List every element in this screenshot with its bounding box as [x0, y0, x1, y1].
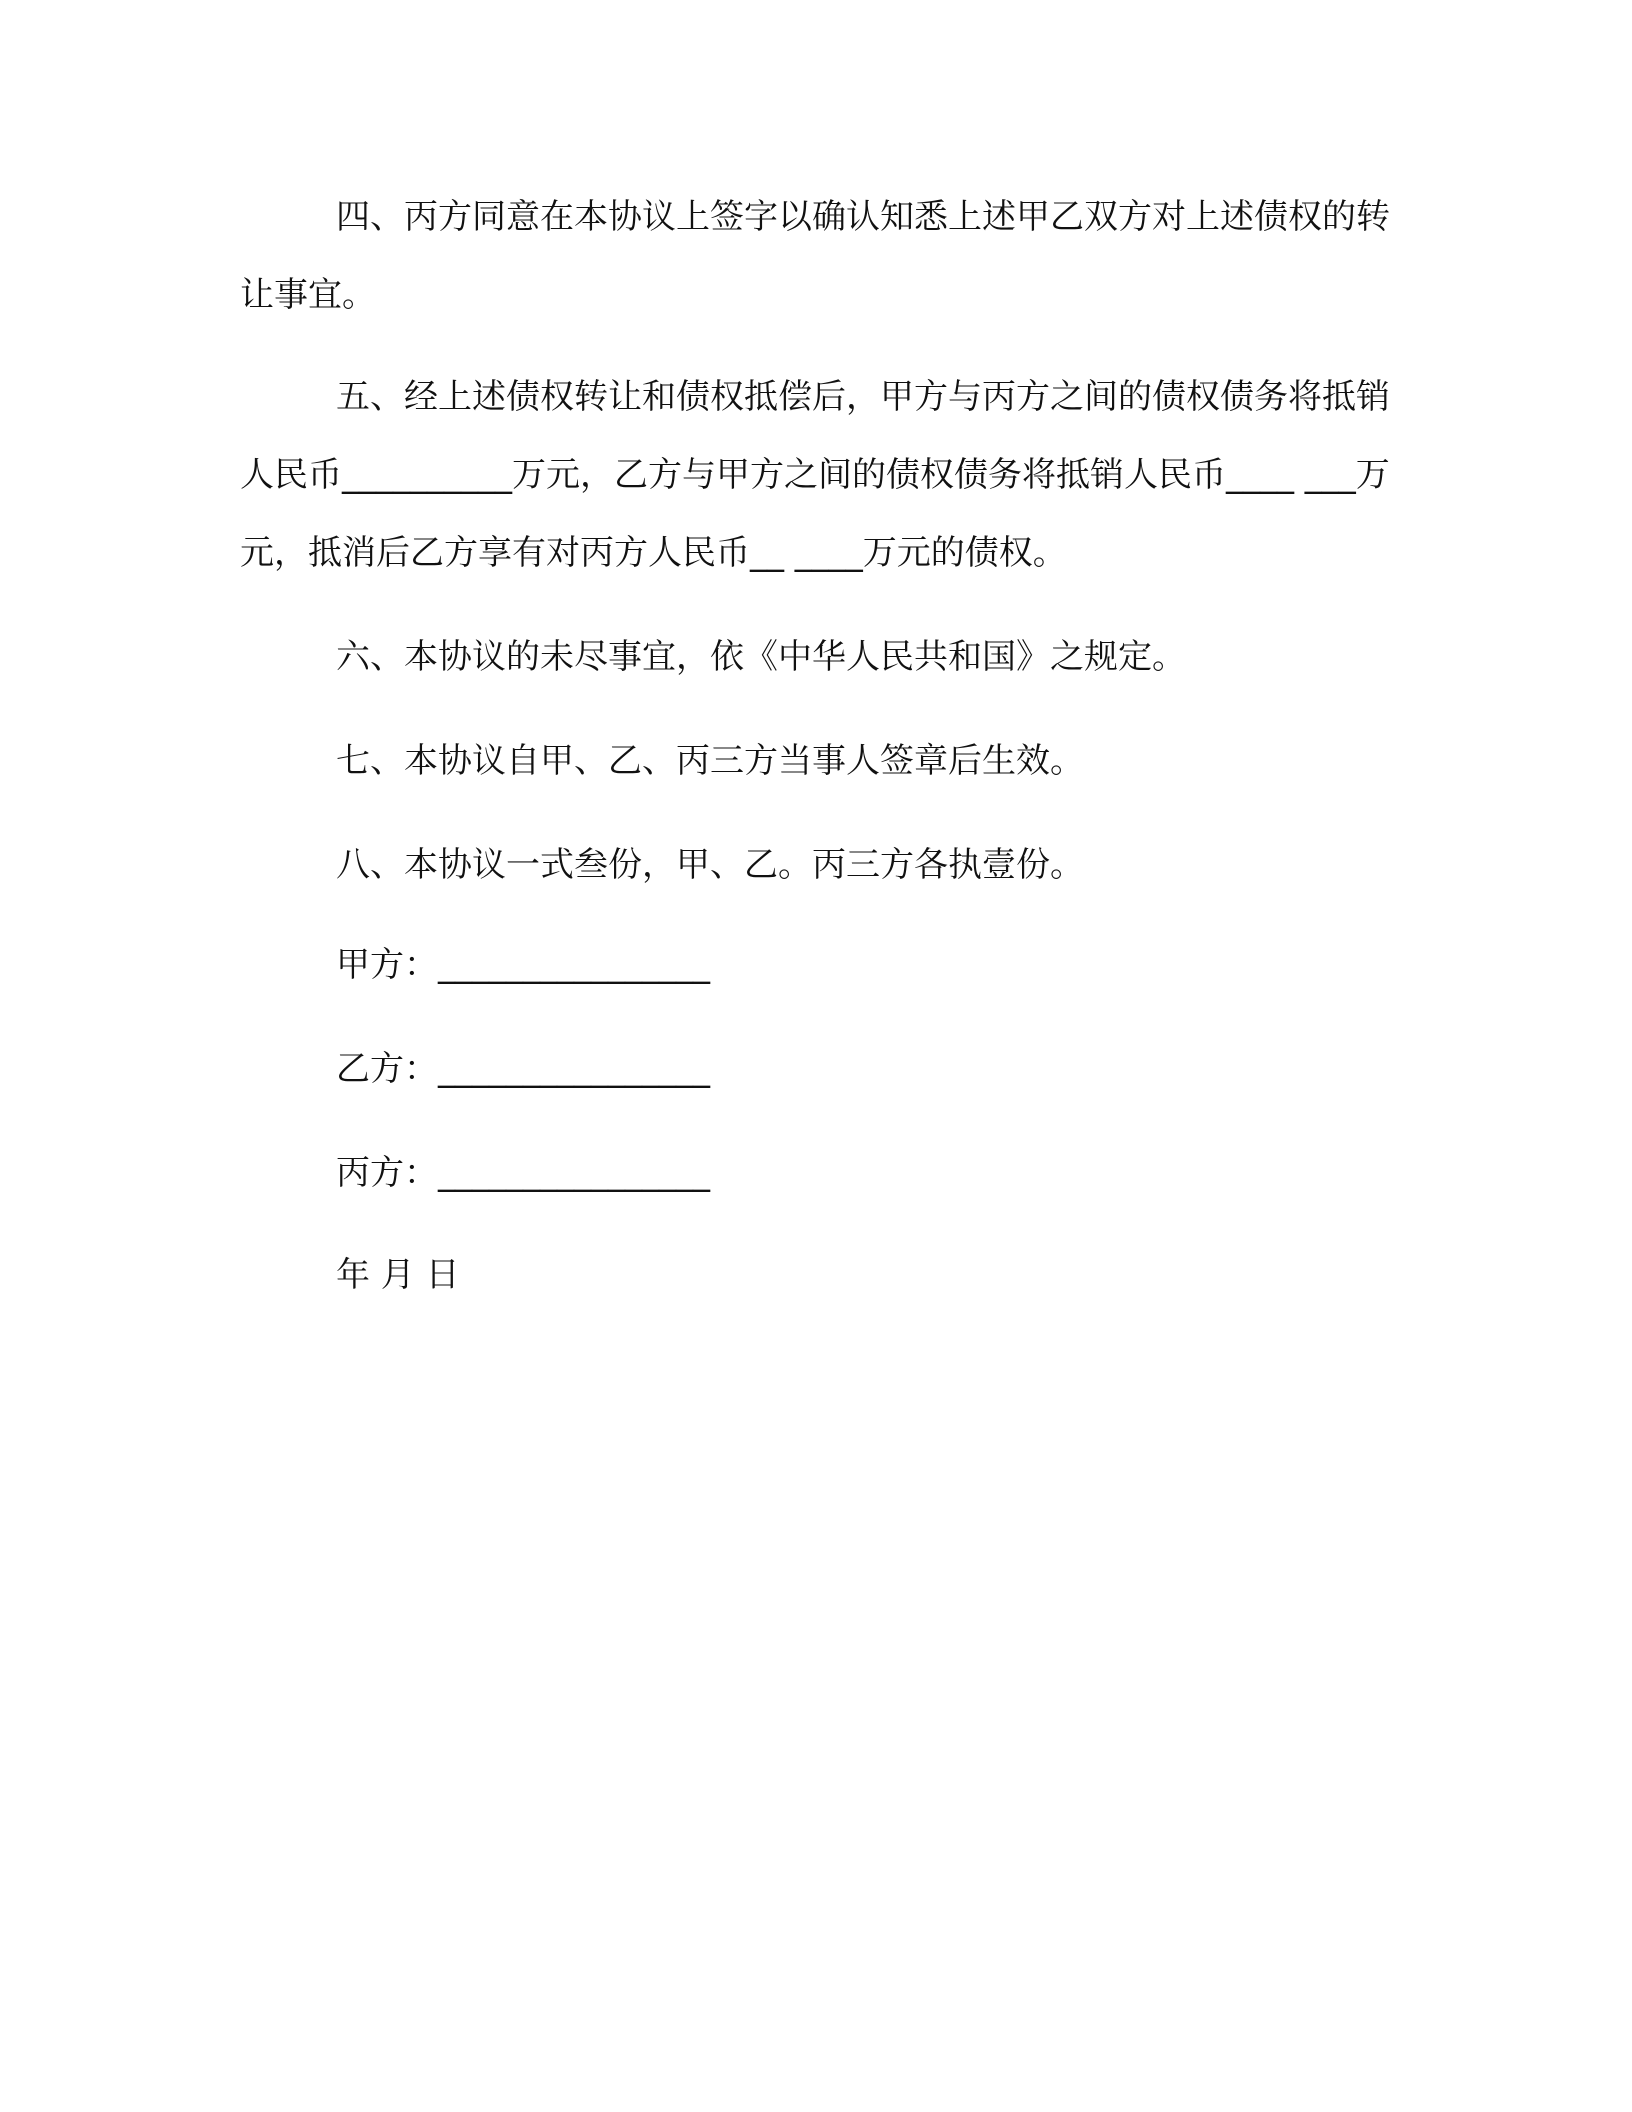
clause-6: 六、本协议的未尽事宜，依《中华人民共和国》之规定。 — [336, 637, 1186, 677]
signing-date: 年 月 日 — [336, 1255, 460, 1295]
signature-party-a: 甲方：________________ — [336, 945, 710, 985]
clause-5: 五、经上述债权转让和债权抵偿后，甲方与丙方之间的债权债务将抵销人民币__________万元，乙方与甲方之间的债权债务将抵销人民币____ ___万元，抵消后乙方享有对丙方人民币__ ____万元的债权。 — [240, 377, 1390, 573]
signature-party-c: 丙方：________________ — [336, 1153, 710, 1193]
clause-4: 四、丙方同意在本协议上签字以确认知悉上述甲乙双方对上述债权的转让事宜。 — [240, 197, 1390, 315]
clause-7: 七、本协议自甲、乙、丙三方当事人签章后生效。 — [336, 741, 1084, 781]
clause-8: 八、本协议一式叁份，甲、乙。丙三方各执壹份。 — [336, 845, 1084, 885]
signature-party-b: 乙方：________________ — [336, 1049, 710, 1089]
